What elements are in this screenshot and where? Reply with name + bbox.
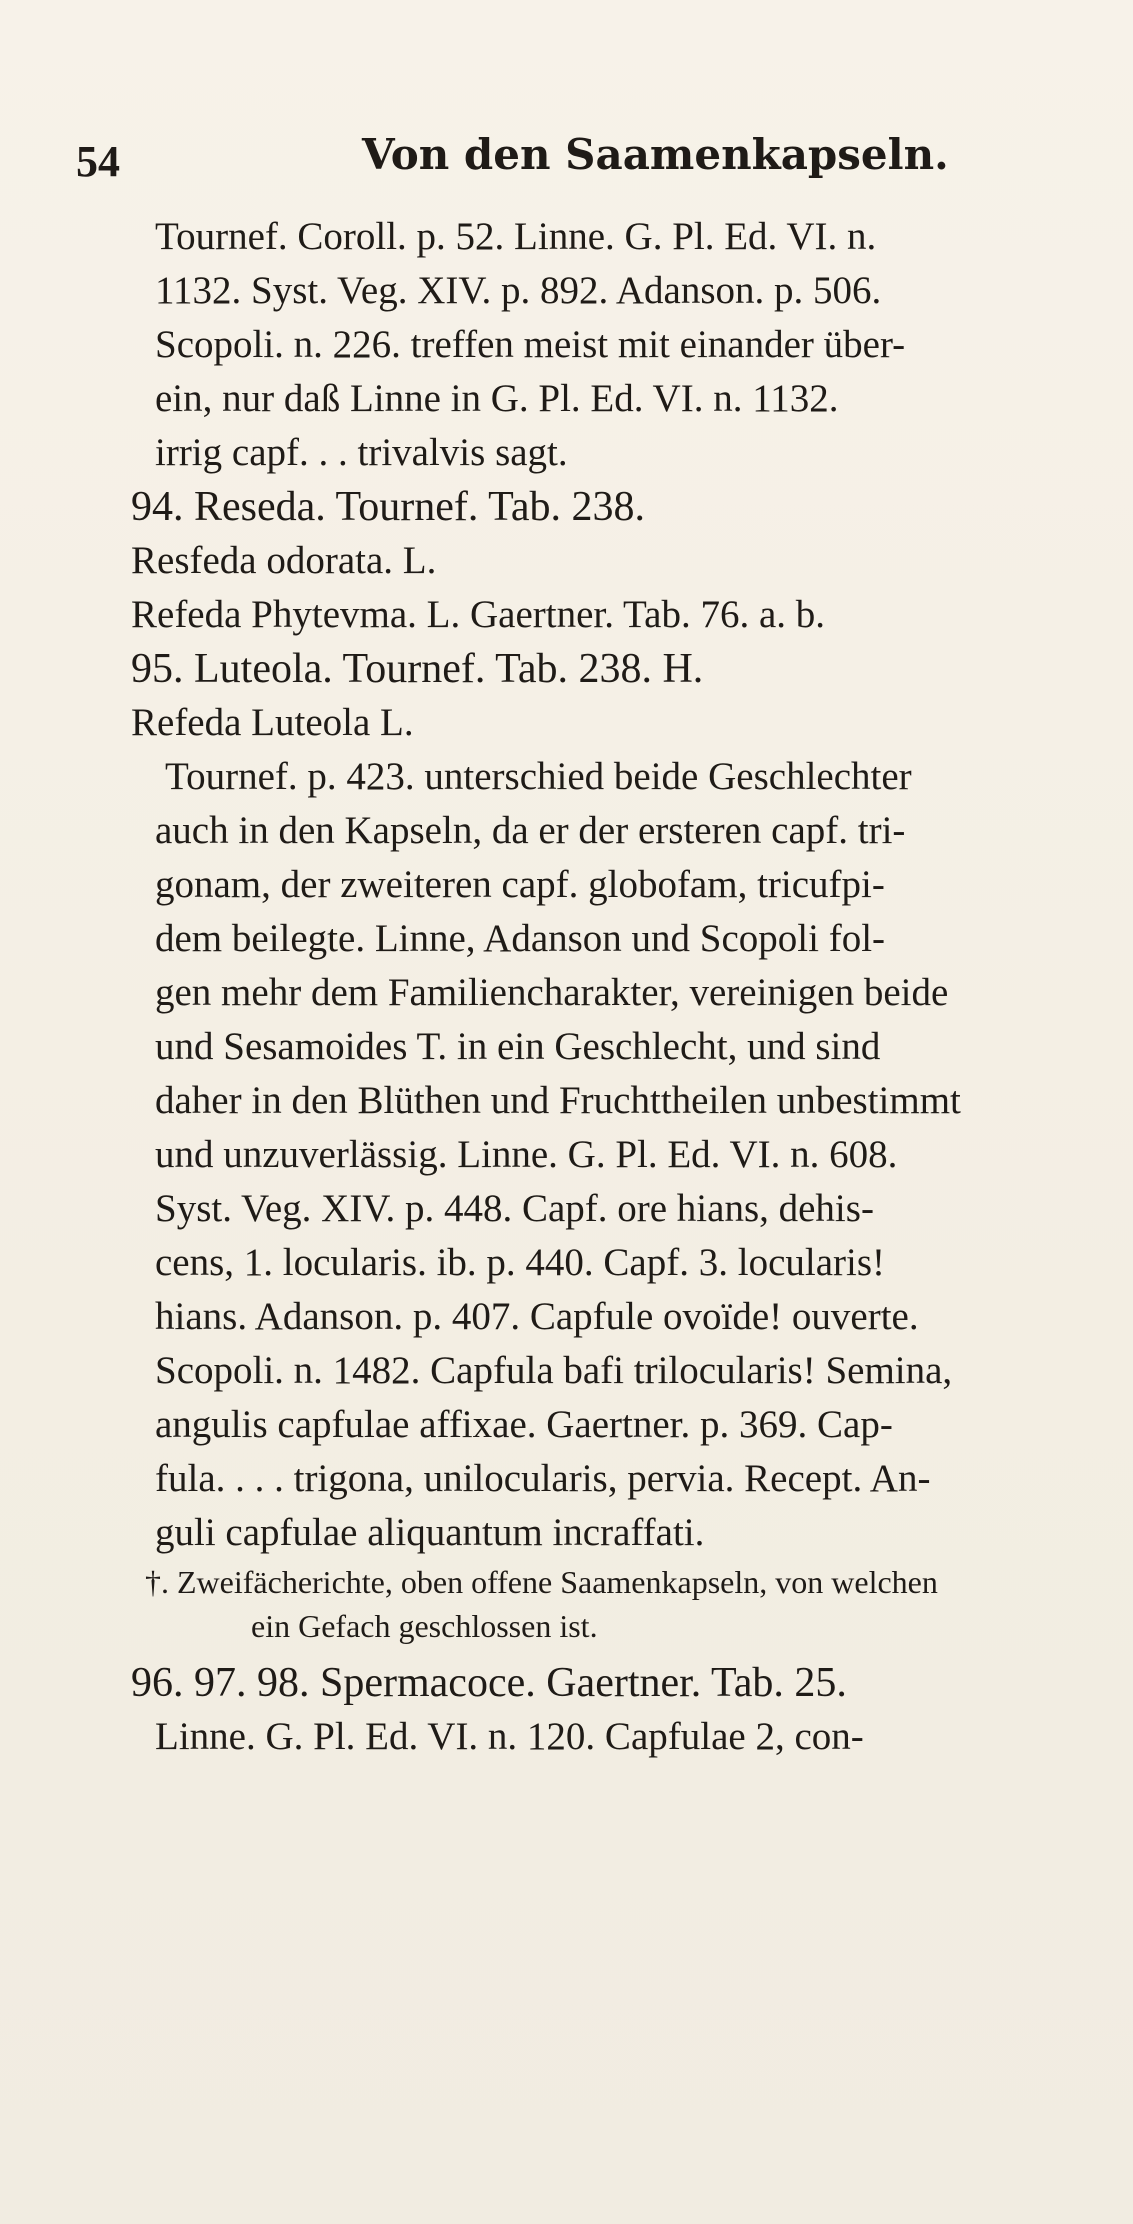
text-line: fula. . . . trigona, unilocularis, pervia. Recept. An- — [155, 1457, 931, 1500]
entry-heading-reseda: 94. Reseda. Tournef. Tab. 238. — [131, 484, 645, 530]
text-line: Tournef. Coroll. p. 52. Linne. G. Pl. Ed. VI. n. — [155, 215, 877, 258]
text-line: guli capfulae aliquantum incraffati. — [155, 1511, 705, 1554]
text-line: Refeda Luteola L. — [131, 701, 414, 744]
text-line: Refeda Phytevma. L. Gaertner. Tab. 76. a. b. — [131, 593, 826, 636]
text-line: Scopoli. n. 226. treffen meist mit einander über- — [155, 323, 906, 366]
text-line: ein, nur daß Linne in G. Pl. Ed. VI. n. 1132. — [155, 377, 839, 420]
text-line: Resfeda odorata. L. — [131, 539, 437, 582]
text-line: gonam, der zweiteren capf. globofam, tricufpi- — [155, 863, 885, 906]
text-line: 1132. Syst. Veg. XIV. p. 892. Adanson. p. 506. — [155, 269, 882, 312]
text-line: gen mehr dem Familiencharakter, vereinigen beide — [155, 971, 949, 1014]
text-line: dem beilegte. Linne, Adanson und Scopoli fol- — [155, 917, 886, 960]
text-line: angulis capfulae affixae. Gaertner. p. 369. Cap- — [155, 1403, 893, 1446]
page-number: 54 — [76, 137, 120, 186]
text-line: Linne. G. Pl. Ed. VI. n. 120. Capfulae 2, con- — [155, 1715, 864, 1758]
text-line: und Sesamoides T. in ein Geschlecht, und sind — [155, 1025, 881, 1068]
text-line: hians. Adanson. p. 407. Capfule ovoïde! ouverte. — [155, 1295, 919, 1338]
page-body — [131, 210, 1075, 1764]
page-header — [76, 130, 1076, 190]
text-line: Syst. Veg. XIV. p. 448. Capf. ore hians, dehis- — [155, 1187, 874, 1230]
running-title: Von den Saamenkapseln. — [362, 130, 949, 179]
text-line: auch in den Kapseln, da er der ersteren capf. tri- — [155, 809, 906, 852]
text-line: cens, 1. locularis. ib. p. 440. Capf. 3. locularis! — [155, 1241, 886, 1284]
text-line: Scopoli. n. 1482. Capfula bafi trilocularis! Semina, — [155, 1349, 953, 1392]
footnote: †. Zweifächerichte, oben offene Saamenkapseln, von welchen — [145, 1564, 938, 1600]
footnote-continuation: ein Gefach geschlossen ist. — [251, 1608, 598, 1644]
text-line: Tournef. p. 423. unterschied beide Geschlechter — [165, 755, 912, 798]
text-line: daher in den Blüthen und Fruchttheilen unbestimmt — [155, 1079, 961, 1122]
text-line: und unzuverlässig. Linne. G. Pl. Ed. VI. n. 608. — [155, 1133, 898, 1176]
entry-heading-luteola: 95. Luteola. Tournef. Tab. 238. H. — [131, 646, 704, 692]
entry-heading-spermacoce: 96. 97. 98. Spermacoce. Gaertner. Tab. 25. — [131, 1660, 847, 1706]
text-line: irrig capf. . . trivalvis sagt. — [155, 431, 568, 474]
